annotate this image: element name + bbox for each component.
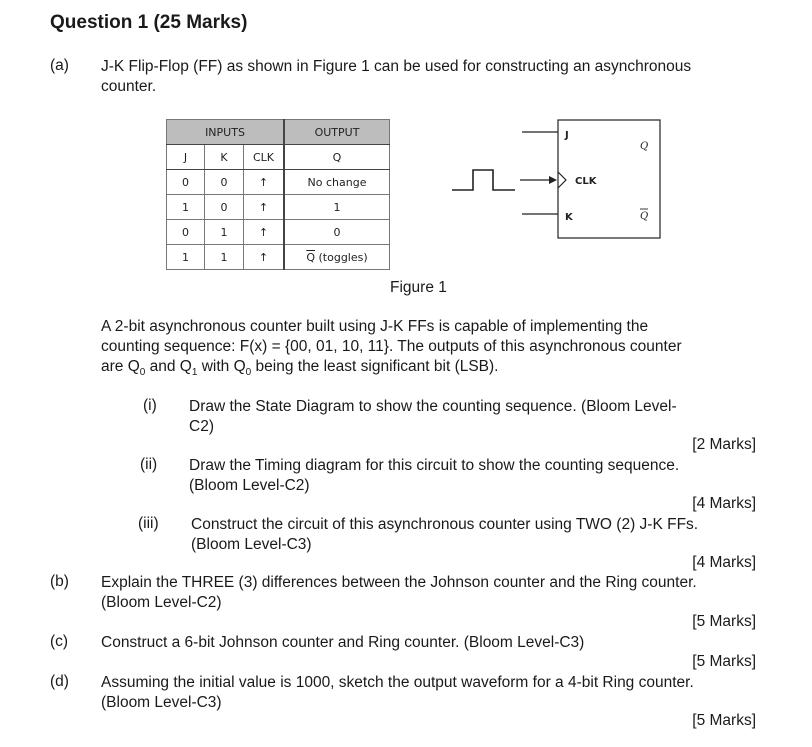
table-row — [167, 170, 390, 195]
ff-k-label: K — [565, 212, 573, 223]
clk-arrow-head — [549, 176, 557, 184]
cell — [284, 245, 390, 270]
sub-item-ii-marks: [4 Marks] — [692, 495, 756, 512]
cell: 1 — [205, 245, 244, 270]
cell: 1 — [167, 195, 205, 220]
sub-item-i-marks: [2 Marks] — [692, 436, 756, 453]
cell: 1 — [284, 195, 390, 220]
table-row — [167, 195, 390, 220]
cell: 1 — [167, 245, 205, 270]
part-a-intro — [101, 57, 691, 97]
cell: 0 — [205, 195, 244, 220]
desc-line3: are $Q_0$ and $Q_1$ with $Q_0$ being the least significant bit (LSB). — [101, 358, 499, 379]
jk-flipflop-diagram — [445, 118, 665, 248]
sub-item-iii-marks: [4 Marks] — [692, 554, 756, 571]
ff-clk-label: CLK — [575, 176, 597, 187]
desc-line1: A 2-bit asynchronous counter built using J-K FFs is capable of implementing the — [101, 318, 649, 335]
cell: No change — [284, 170, 390, 195]
cell: 1 — [205, 220, 244, 245]
table-row — [167, 220, 390, 245]
figure-caption: Figure 1 — [390, 279, 447, 296]
col-clk: CLK — [244, 145, 285, 170]
q-bar: $\overline{Q}$ — [306, 250, 315, 264]
part-b-marks: [5 Marks] — [692, 613, 756, 630]
col-q: Q — [284, 145, 390, 170]
part-d-marks: [5 Marks] — [692, 712, 756, 729]
sub-item-ii-text: Draw the Timing diagram for this circuit to show the counting sequence. (Bloom Level-C2) — [189, 457, 680, 494]
desc-line2: counting sequence: F(x) = {00, 01, 10, 11}. The outputs of this asynchronous counter — [101, 338, 682, 355]
cell: ↑ — [244, 220, 285, 245]
cell: ↑ — [244, 245, 285, 270]
question-title: Question 1 (25 Marks) — [50, 12, 248, 33]
ff-q-label: Q — [640, 141, 649, 152]
cell: 0 — [167, 220, 205, 245]
sub-item-iii-label: (iii) — [138, 515, 159, 532]
part-d-text: Assuming the initial value is 1000, sketch the output waveform for a 4-bit Ring counter. (Bloom Level-C3) — [101, 674, 694, 711]
table-column-header-row — [167, 145, 390, 170]
part-c-text: Construct a 6-bit Johnson counter and Ring counter. (Bloom Level-C3) — [101, 634, 585, 651]
col-j: J — [167, 145, 205, 170]
cell: 0 — [205, 170, 244, 195]
inputs-header: INPUTS — [167, 120, 285, 145]
part-c-label: (c) — [50, 633, 69, 650]
col-k: K — [205, 145, 244, 170]
part-d-label: (d) — [50, 673, 69, 690]
part-a-intro-line1: J-K Flip-Flop (FF) as shown in Figure 1 can be used for constructing an asynchronous — [101, 58, 692, 75]
cell: 0 — [284, 220, 390, 245]
table-row — [167, 245, 390, 270]
clk-triangle — [558, 172, 566, 188]
sub-item-ii-label: (ii) — [140, 456, 158, 473]
cell: 0 — [167, 170, 205, 195]
cell: ↑ — [244, 195, 285, 220]
part-c-marks: [5 Marks] — [692, 653, 756, 670]
jk-truth-table — [166, 119, 390, 270]
sub-item-i-label: (i) — [143, 397, 157, 414]
table-group-header-row — [167, 120, 390, 145]
clock-pulse-icon — [452, 170, 515, 190]
toggles-note: (toggles) — [318, 250, 368, 264]
part-b-text: Explain the THREE (3) differences between the Johnson counter and the Ring counter. (Bloom Level-C2) — [101, 574, 697, 611]
output-header: OUTPUT — [284, 120, 390, 145]
sub-item-i-text: Draw the State Diagram to show the counting sequence. (Bloom Level- C2) — [189, 398, 677, 435]
cell: ↑ — [244, 170, 285, 195]
part-a-intro-line2: counter. — [101, 78, 157, 95]
part-a-label: (a) — [50, 57, 69, 74]
ff-qbar-label: Q — [640, 211, 649, 222]
part-b-label: (b) — [50, 573, 69, 590]
ff-j-label: J — [565, 130, 569, 141]
part-a-description — [101, 317, 781, 383]
sub-item-iii-text: Construct the circuit of this asynchronous counter using TWO (2) J-K FFs. (Bloom Level-C3) — [191, 516, 699, 553]
